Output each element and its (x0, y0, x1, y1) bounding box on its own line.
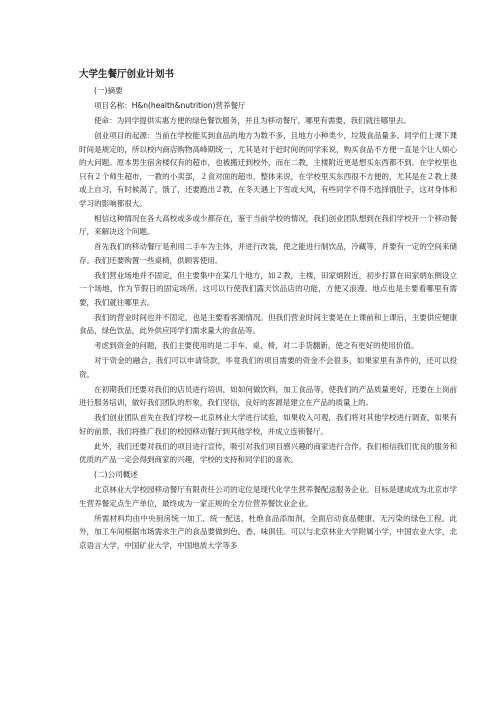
paragraph: 北京林业大学校园移动餐厅有限责任公司的定位是现代化学生营养餐配送服务企业。目标是建成成为北京市学生营养餐定点生产单位，最终成为一家正规的全方位营养餐饮业企业。 (79, 485, 457, 508)
paragraph: 我们的营业时间也并不固定，也是主要看客源情况。但我们营业时间主要是在上课前和上课后，主要供应健康食品，绿色饮品，此外供应同学们需求量大的食品等。 (79, 312, 457, 335)
section-heading-company-overview: (二)公司概述 (94, 470, 138, 479)
paragraph: 相信这种情况在各大高校或多或少都存在，鉴于当前学校的情况，我们创业团队想到在我们学校开一个移动餐厅，来解决这个问题。 (79, 213, 457, 236)
paragraph: 此外，我们还要对我们的项目进行宣传，吸引对我们项目感兴趣的商家进行合作。我们相信我们优良的服务和优质的产品一定会得到商家的兴趣，学校的支持和同学们的喜欢。 (79, 441, 457, 464)
paragraph: 首先我们的移动餐厅是利用二手车为主体，并进行改装，使之能进行制饮品，冷藏等，并要有一定的空间来储存。我们还要购置一些桌椅，供顾客使用。 (79, 242, 457, 265)
section-heading-summary: (一)摘要 (94, 86, 123, 95)
paragraph: 项目名称：H&n(health&nutrition)营养餐厅 (94, 101, 246, 110)
paragraph: 在初期我们还要对我们的店员进行培训，如如何做饮料，加工食品等，使我们的产品质量更好，还要在上岗前进行服务培训，做好我们团队的形象，我们坚信，良好的客源是建立在产品的质量上的。 (79, 384, 457, 407)
paragraph: 考虑到资金的问题，我们主要使用的是二手车、桌、椅，对二手货翻新，使之有更好的使用价值。 (94, 341, 419, 350)
document-title: 大学生餐厅创业计划书 (79, 69, 175, 80)
paragraph: 所需材料均由中央厨房统一加工、统一配送，杜绝食品添加剂，全面启动食品健康、无污染的绿色工程。此外，加工车间根据市场需求生产的食品要做到色、香、味俱佳。可以与北京林业大学附属小学，中国农业大学，北京语言大学，中国矿业大学，中国地质大学等多 (79, 513, 457, 550)
paragraph: 对于资金的融合，我们可以申请贷款，毕竟我们的项目需要的资金不会很多，如果家里有条件的，还可以投资。 (79, 356, 457, 379)
paragraph: 我们创业团队首先在我们学校—北京林业大学进行试验，如果收入可观，我们将对其他学校进行调查，如果有好的前景，我们将推广我们的校园移动餐厅到其他学校，并成立连锁餐厅。 (79, 413, 457, 436)
paragraph: 使命：为同学提供实惠方便的绿色餐饮服务，并且为移动餐厅，哪里有需要，我们就往哪里去。 (94, 116, 411, 125)
paragraph: 创业项目的起源：当前在学校能买到食品的地方为数不多，且地方小种类少，垃圾食品量多。同学们上课下课时间是规定的，所以校内商店购物高峰期统一，尤其是对于赶时间的同学来说，购买食品不方便一直是个让人烦心的大问题。原本男生宿舍楼仅有的超市，也被搬迁到校外，而在二教，主楼附近更是想买东西都不到。在学校里也只有２个师生超市，一教的小卖部，２食对面的超市，整体来说，在学校里买东西很不方便的，尤其是在２教上课或上自习，有时候渴了，饿了，还要跑出２教，在冬天遇上下雪或大风，有些同学不得不选择饿肚子，这对身体和学习的影响都很大。 (79, 131, 457, 208)
paragraph: 我们营业场地并不固定，但主要集中在某几个地方，如２教，主楼，田家炳附近，初步打算在田家炳东侧设立一个场地，作为节假日的固定场所。这可以行使我们露天饮品店的功能，方便又浪漫。地点也是主要看哪里有需要，我们就往哪里去。 (79, 270, 457, 307)
